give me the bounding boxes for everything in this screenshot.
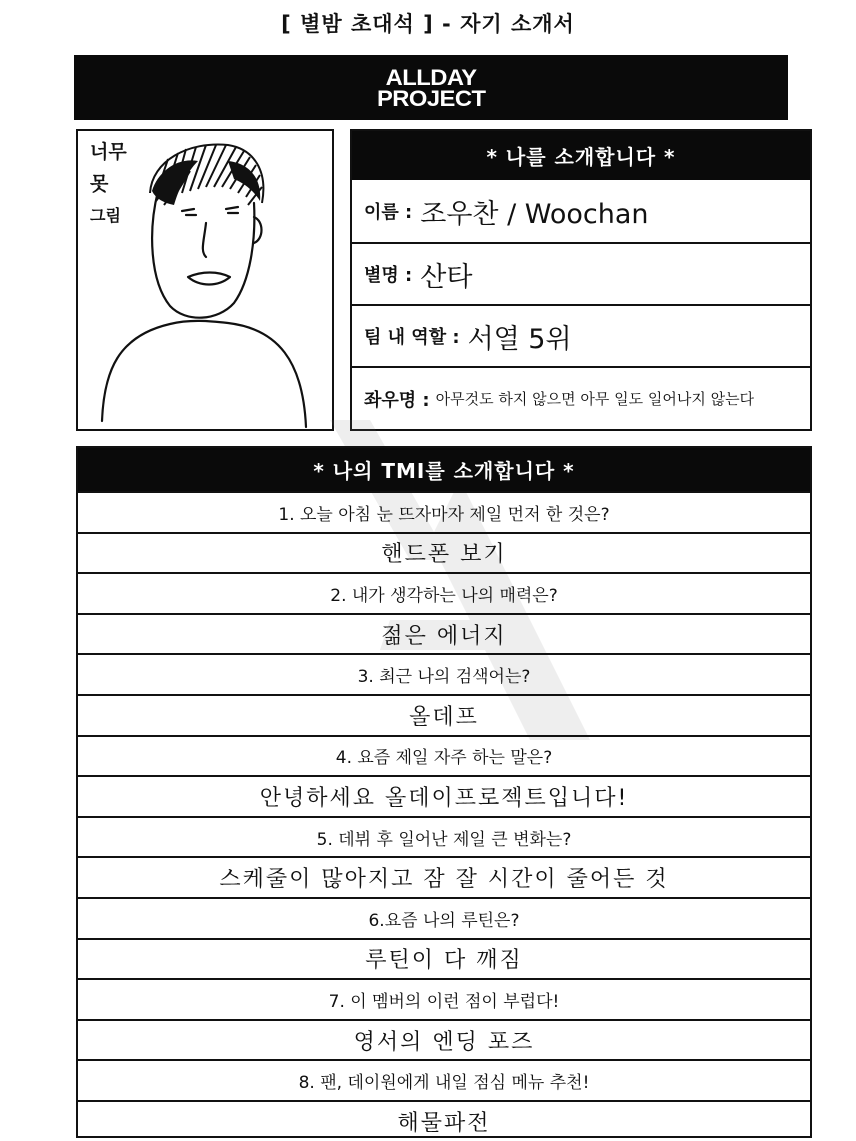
intro-header: * 나를 소개합니다 * xyxy=(352,131,810,180)
tmi-answer-5: 스케줄이 많아지고 잠 잘 시간이 줄어든 것 xyxy=(78,856,810,897)
portrait-drawing xyxy=(78,131,332,429)
intro-row-role xyxy=(352,304,810,366)
tmi-question-1: 1. 오늘 아침 눈 뜨자마자 제일 먼저 한 것은? xyxy=(78,491,810,532)
tmi-answer-3: 올데프 xyxy=(78,694,810,735)
tmi-answer-6: 루틴이 다 깨짐 xyxy=(78,938,810,979)
tmi-question-8: 8. 팬, 데이원에게 내일 점심 메뉴 추천! xyxy=(78,1059,810,1100)
motto-label: 좌우명 : xyxy=(364,389,430,411)
tmi-question-3: 3. 최근 나의 검색어는? xyxy=(78,653,810,694)
tmi-question-4: 4. 요즘 제일 자주 하는 말은? xyxy=(78,735,810,776)
tmi-answer-1: 핸드폰 보기 xyxy=(78,532,810,573)
brand-logo-line-1: ALLDAY xyxy=(385,64,477,90)
role-label: 팀 내 역할 : xyxy=(364,327,460,348)
nickname-value: 산타 xyxy=(420,261,473,293)
brand-logo-line-2: PROJECT xyxy=(376,85,486,111)
tmi-answer-2: 젊은 에너지 xyxy=(78,613,810,654)
name-value: 조우찬 / Woochan xyxy=(420,198,649,230)
motto-value: 아무것도 하지 않으면 아무 일도 일어나지 않는다 xyxy=(435,390,755,408)
tmi-answer-4: 안녕하세요 올데이프로젝트입니다! xyxy=(78,775,810,816)
nickname-label: 별명 : xyxy=(364,265,413,286)
tmi-card xyxy=(76,446,812,1138)
portrait-note-line-2: 못 xyxy=(90,173,109,195)
portrait-note-line-3: 그림 xyxy=(90,206,121,225)
role-value: 서열 5위 xyxy=(467,323,572,355)
tmi-question-7: 7. 이 멤버의 이런 점이 부럽다! xyxy=(78,978,810,1019)
tmi-answer-8: 해물파전 xyxy=(78,1100,810,1141)
tmi-header: * 나의 TMI를 소개합니다 * xyxy=(78,448,810,491)
portrait-drawing-box xyxy=(76,129,334,431)
intro-card xyxy=(350,129,812,431)
intro-row-nickname xyxy=(352,242,810,304)
tmi-question-6: 6.요즘 나의 루틴은? xyxy=(78,897,810,938)
page-title: [ 별밤 초대석 ] - 자기 소개서 xyxy=(281,12,575,36)
intro-row-name xyxy=(352,180,810,242)
intro-row-motto xyxy=(352,366,810,429)
tmi-question-2: 2. 내가 생각하는 나의 매력은? xyxy=(78,572,810,613)
name-label: 이름 : xyxy=(364,202,413,223)
tmi-question-5: 5. 데뷔 후 일어난 제일 큰 변화는? xyxy=(78,816,810,857)
brand-banner xyxy=(74,55,788,120)
portrait-note-line-1: 너무 xyxy=(90,141,127,163)
tmi-answer-7: 영서의 엔딩 포즈 xyxy=(78,1019,810,1060)
